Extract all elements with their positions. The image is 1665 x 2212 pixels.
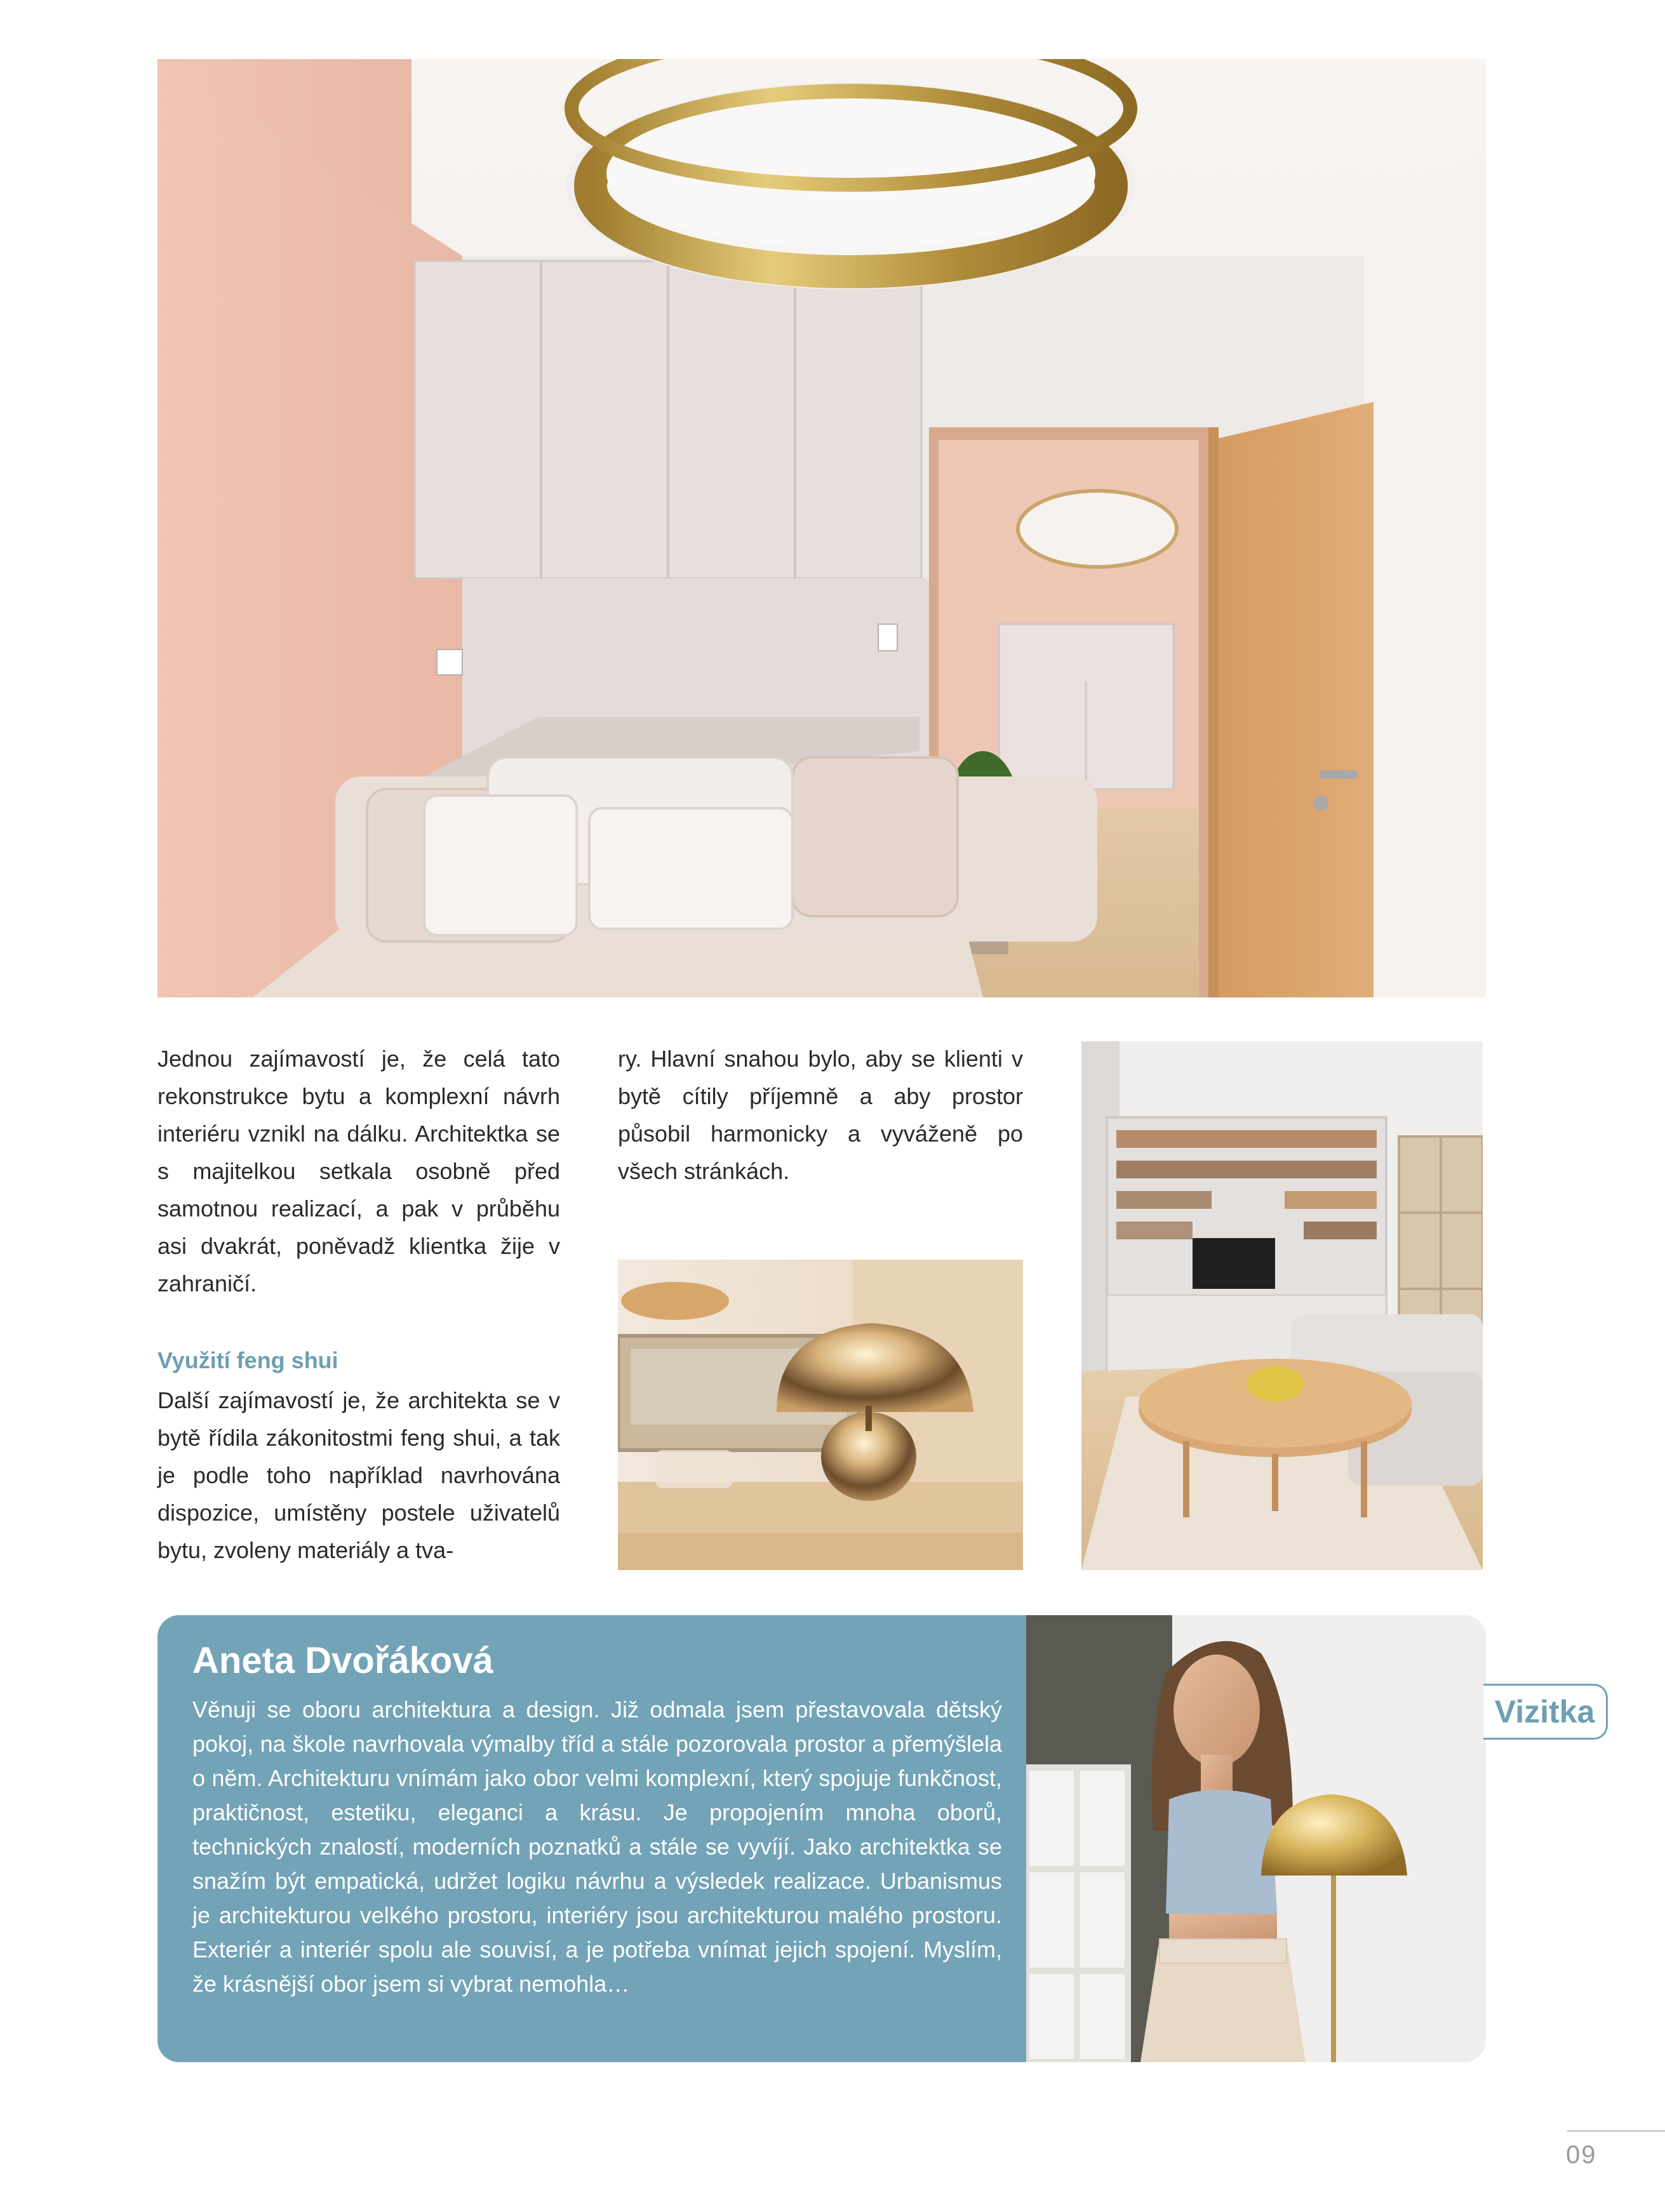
article-column-2: [618, 1040, 1023, 1190]
intro-paragraph: Jednou zajímavostí je, že celá tato rekonstrukce bytu a komplexní návrh interiéru vznikl na dálku. Architektka se s majitelkou setkala osobně před samotnou realizací, a pak v průběhu asi dvakrát, poněvadž klientka žije v zahraničí.: [157, 1046, 560, 1296]
lamp-photo: [618, 1260, 1023, 1570]
profile-text-panel: [157, 1615, 1026, 2062]
article-column-1: [157, 1040, 560, 1302]
feng-shui-paragraph: Další zajímavostí je, že architekta se v bytě řídila zákonitostmi feng shui, a tak je podle toho například navrhována dispozice, umístěny postele uživatelů bytu, zvoleny materiály a tva-: [157, 1387, 560, 1563]
bedroom-photo: [157, 59, 1486, 997]
subheading: Využití feng shui: [157, 1347, 338, 1373]
article-column-1-continued: [157, 1382, 560, 1569]
profile-bio: Věnuji se oboru architektura a design. Již odmala jsem přestavovala dětský pokoj, na škole navrhovala výmalby tříd a stále pozorovala prostor a přemýšlela o něm. Architekturu vnímám jako obor velmi komplexní, který spojuje funkčnost, praktičnost, estetiku, eleganci a krásu. Je propojením mnoha oborů, technických znalostí, moderních poznatků a stále se vyvíjí. Jako architektka se snažím být empatická, udržet logiku návrhu a výsledek realizace. Urbanismus je architekturou velkého prostoru, interiéry jsou architekturou malého prostoru. Exteriér a interiér spolu ale souvisí, a je potřeba vnímat jejich spojení. Myslím, že krásnější obor jsem si vybrat nemohla…: [192, 1696, 1002, 1997]
living-room-photo: [1081, 1041, 1483, 1570]
vizitka-tab: Vizitka: [1483, 1684, 1608, 1740]
portrait-photo: [1026, 1615, 1486, 2062]
feng-shui-paragraph-continued: ry. Hlavní snahou bylo, aby se klienti v bytě cítily příjemně a aby prostor působil harmonicky a vyváženě po všech stránkách.: [618, 1046, 1023, 1184]
page-number: 09: [1566, 2141, 1597, 2169]
page-number-rule: [1567, 2130, 1665, 2132]
profile-card: [157, 1615, 1486, 2062]
profile-name: Aneta Dvořáková: [192, 1640, 493, 1681]
